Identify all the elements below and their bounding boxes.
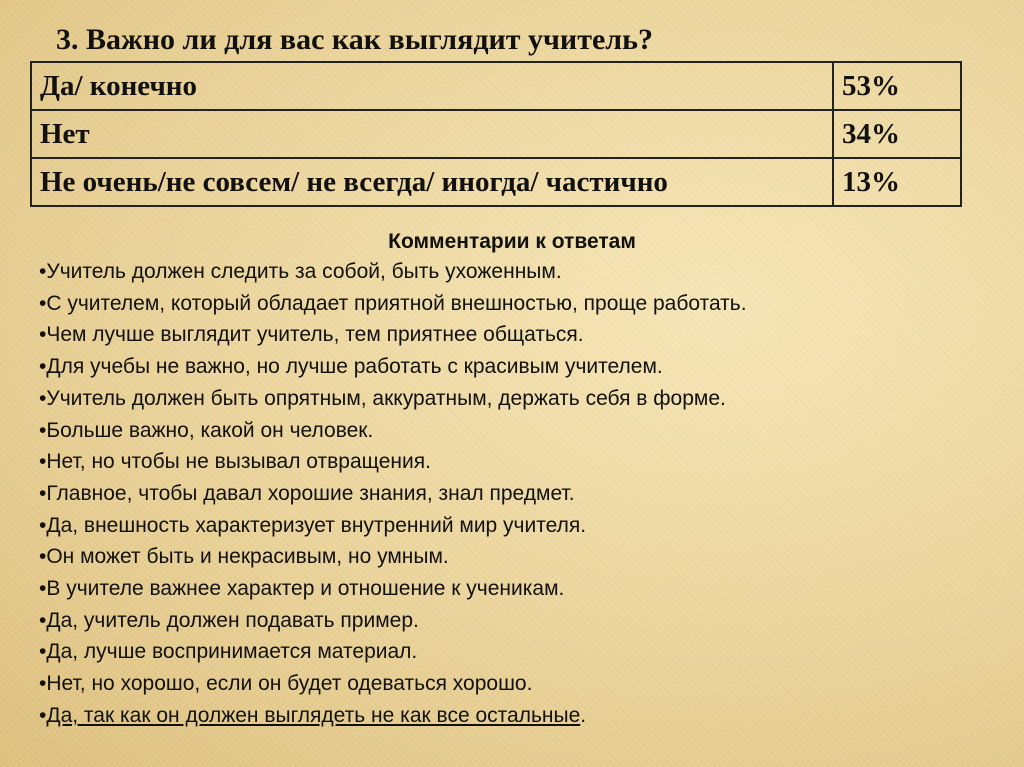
underlined-comment: Да, так как он должен выглядеть не как все остальные xyxy=(46,703,581,727)
table-row xyxy=(31,62,961,110)
list-item: •Учитель должен быть опрятным, аккуратным, держать себя в форме. xyxy=(39,386,726,410)
answer-cell: Да/ конечно xyxy=(31,62,833,110)
list-item: •Да, учитель должен подавать пример. xyxy=(39,608,419,632)
bullet: • xyxy=(39,703,47,727)
percent-cell: 34% xyxy=(833,110,961,158)
percent-cell: 53% xyxy=(833,62,961,110)
list-item: •Больше важно, какой он человек. xyxy=(39,418,374,442)
list-item: •Нет, но чтобы не вызывал отвращения. xyxy=(39,450,431,474)
list-item: •С учителем, который обладает приятной внешностью, проще работать. xyxy=(39,291,747,315)
list-item: •Главное, чтобы давал хорошие знания, знал предмет. xyxy=(39,481,575,505)
percent-cell: 13% xyxy=(833,158,961,206)
list-item: •Нет, но хорошо, если он будет одеваться хорошо. xyxy=(39,672,533,696)
list-item: •Для учебы не важно, но лучше работать с красивым учителем. xyxy=(39,355,663,379)
answer-cell: Нет xyxy=(31,110,833,158)
list-item: •В учителе важнее характер и отношение к ученикам. xyxy=(39,577,565,601)
table-row xyxy=(31,158,961,206)
list-item-last xyxy=(39,700,747,732)
question-title: 3. Важно ли для вас как выглядит учитель? xyxy=(56,23,653,56)
list-item: •Да, внешность характеризует внутренний мир учителя. xyxy=(39,513,587,537)
comments-heading: Комментарии к ответам xyxy=(388,230,636,253)
answer-cell: Не очень/не совсем/ не всегда/ иногда/ частично xyxy=(31,158,833,206)
list-item: •Да, лучше воспринимается материал. xyxy=(39,640,418,664)
comment-end: . xyxy=(580,703,587,727)
table-row xyxy=(31,110,961,158)
list-item: •Учитель должен следить за собой, быть ухоженным. xyxy=(39,260,562,283)
list-item: •Он может быть и некрасивым, но умным. xyxy=(39,545,449,569)
list-item: •Чем лучше выглядит учитель, тем приятнее общаться. xyxy=(39,323,584,347)
results-table xyxy=(30,61,962,207)
comments-list xyxy=(39,256,747,732)
